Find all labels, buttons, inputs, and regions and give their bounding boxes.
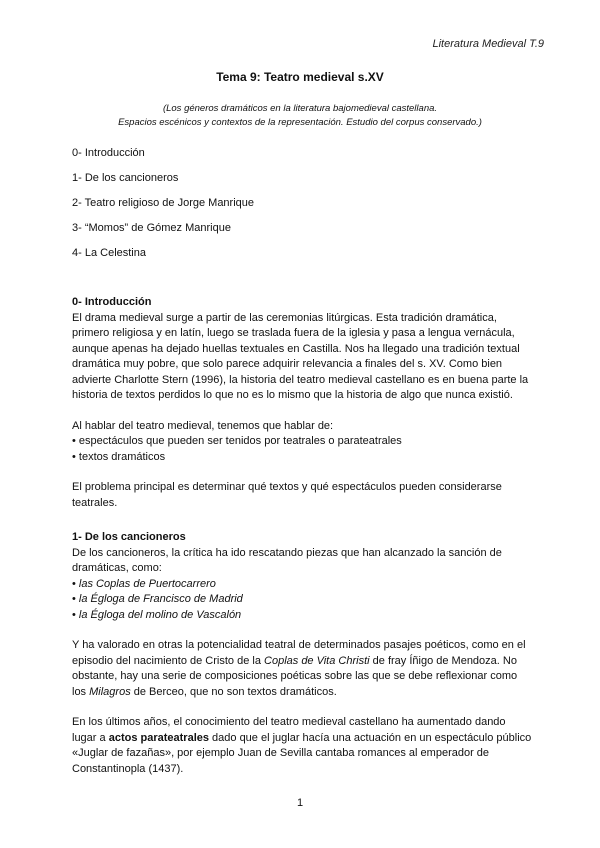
section-heading: 0- Introducción xyxy=(72,296,152,308)
subtitle-line-1: (Los géneros dramáticos en la literatura bajomedieval castellana. xyxy=(162,103,438,114)
list-item: • textos dramáticos xyxy=(72,450,166,463)
text-run: En los últimos años, el conocimiento del teatro medieval castellano ha aumentado dando lugar a xyxy=(72,716,506,744)
text-run-bold: actos parateatrales xyxy=(108,731,209,744)
subtitle xyxy=(60,102,540,130)
toc-item-intro: 0- Introducción xyxy=(72,147,145,159)
text-run-italic: Milagros xyxy=(89,685,131,698)
text-run: Y ha valorado en otras la potencialidad teatral de determinados pasajes poéticos, como en el episodio del nacimiento de Cristo de la xyxy=(72,639,526,667)
section-cancioneros xyxy=(72,530,532,777)
list-item xyxy=(72,592,532,608)
text-run: dado que el juglar hacía una actuación en un espectáculo público «Juglar de fazañas», por ejemplo Juan de Sevilla cantaba romances al emperador de Constantinopla (1437). xyxy=(72,731,532,775)
list-item xyxy=(72,608,532,624)
toc-item-celestina: 4- La Celestina xyxy=(72,247,146,259)
page-number: 1 xyxy=(296,797,304,809)
text-run: de Berceo, que no son textos dramáticos. xyxy=(130,685,337,698)
paragraph xyxy=(72,638,532,700)
paragraph: De los cancioneros, la crítica ha ido rescatando piezas que han alcanzado la sanción de dramáticas, como: xyxy=(72,546,502,574)
paragraph: Al hablar del teatro medieval, tenemos que hablar de: xyxy=(72,419,334,432)
running-header: Literatura Medieval T.9 xyxy=(432,38,544,50)
paragraph: El problema principal es determinar qué textos y qué espectáculos pueden considerarse teatrales. xyxy=(72,481,502,509)
text-run-italic: Coplas de Vita Christi xyxy=(264,654,370,667)
toc-item-momos: 3- “Momos” de Gómez Manrique xyxy=(72,222,231,234)
subtitle-line-2: Espacios escénicos y contextos de la representación. Estudio del corpus conservado.) xyxy=(118,117,482,128)
list-item-text: la Égloga de Francisco de Madrid xyxy=(78,593,243,605)
bullet: • xyxy=(72,608,79,621)
paragraph xyxy=(72,715,532,777)
section-heading: 1- De los cancioneros xyxy=(72,531,186,543)
list-item: • espectáculos que pueden ser tenidos por teatrales o parateatrales xyxy=(72,435,402,447)
section-introduction xyxy=(72,295,532,511)
paragraph: El drama medieval surge a partir de las ceremonias litúrgicas. Esta tradición dramática, primero religiosa y en latín, luego se traslada fuera de la iglesia y pasa a lengua vernácula, aunque apenas ha dejado huellas textuales en Castilla. Nos ha llegado una tradición textual dramática muy pobre, que solo parece adquirir relevancia a finales del s. XV. Como bien advierte Charlotte Stern (1996), la historia del teatro medieval castellano es en buena parte la historia de textos perdidos lo que no es lo mismo que la historia de algo que nunca existió. xyxy=(72,311,529,401)
bullet: • xyxy=(72,577,79,590)
list-item-text: las Coplas de Puertocarrero xyxy=(78,577,216,590)
text-run: de fray Íñigo de Mendoza. No obstante, hay una serie de composiciones poéticas sobre las que se debe reflexionar como los xyxy=(72,654,518,698)
list-item-text: la Égloga del molino de Vascalón xyxy=(78,608,242,621)
bullet: • xyxy=(72,593,79,605)
table-of-contents xyxy=(72,146,254,271)
toc-item-jorge-manrique: 2- Teatro religioso de Jorge Manrique xyxy=(72,197,255,209)
list-item xyxy=(72,577,532,593)
toc-item-cancioneros: 1- De los cancioneros xyxy=(72,172,179,184)
page-title: Tema 9: Teatro medieval s.XV xyxy=(216,70,384,84)
